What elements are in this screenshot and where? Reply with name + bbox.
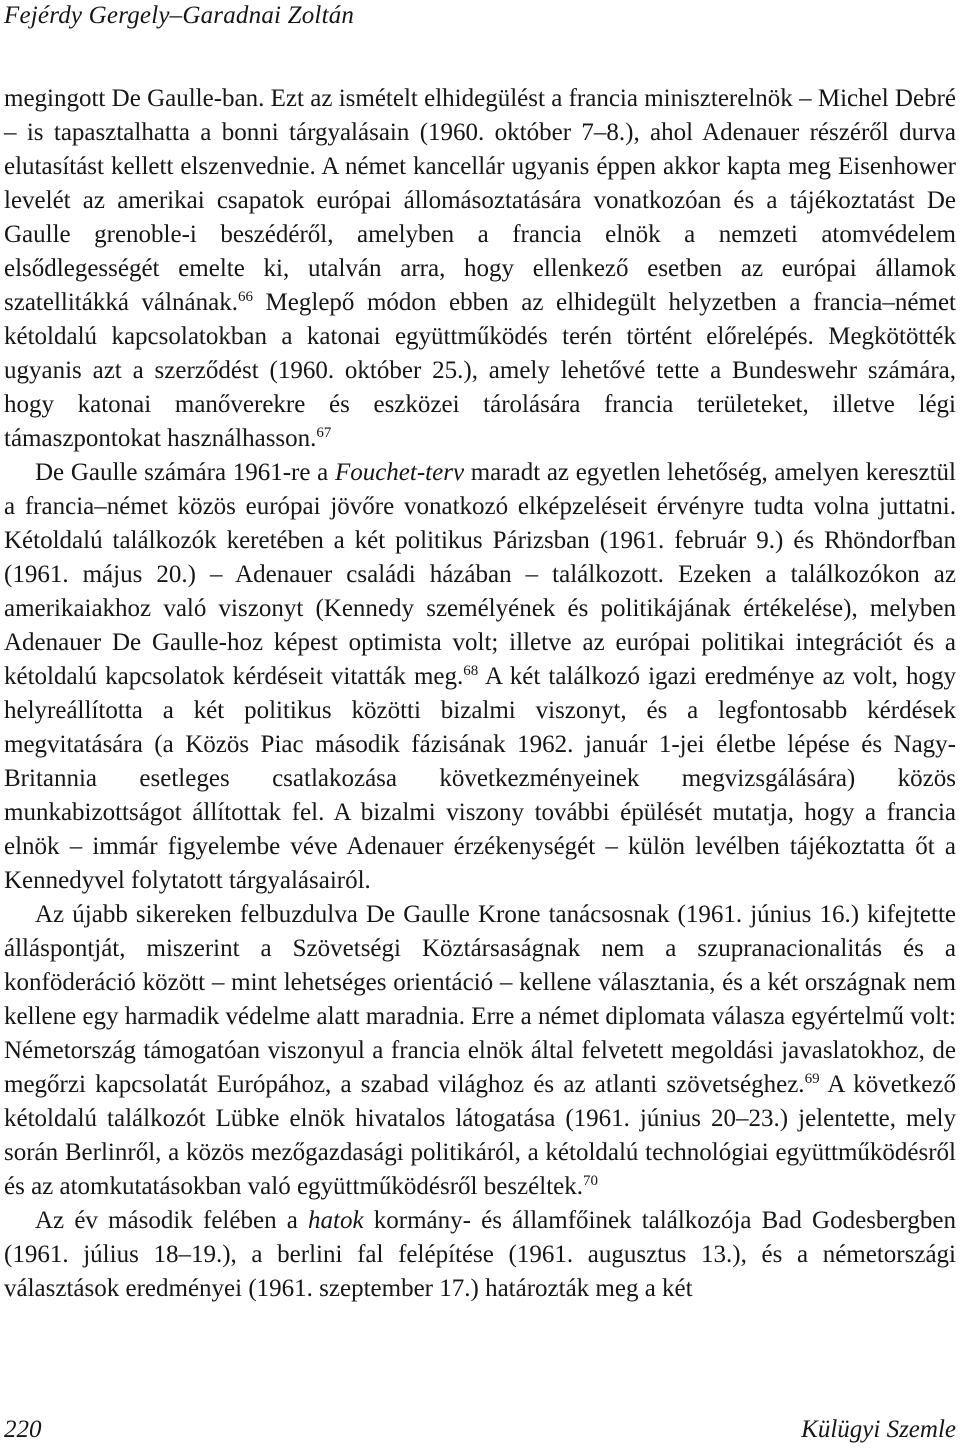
footnote-ref-69[interactable]: 69 [804,1071,820,1087]
paragraph-3 [4,898,956,1204]
footnote-ref-70[interactable]: 70 [583,1173,598,1189]
journal-name: Külügyi Szemle [801,1416,956,1443]
italic-term: hatok [308,1207,364,1234]
running-head: Fejérdy Gergely–Garadnai Zoltán [4,2,355,29]
footnote-ref-66[interactable]: 66 [237,289,253,305]
text-run: Meglepő módon ebben az elhidegült helyzetben a francia–német kétoldalú kapcsolatokban a katonai együttműködés terén történt előrelépés. Megkötötték ugyanis azt a szerződést (1960. október 25.), amely lehetővé tette a Bundeswehr számára, hogy katonai manőverekre és eszközei tárolására francia területeket, illetve légi támaszpontokat használhasson. [4,289,956,452]
footnote-ref-67[interactable]: 67 [316,425,332,441]
paragraph-2 [4,456,956,898]
page-number: 220 [4,1416,42,1443]
text-run: A következő kétoldalú találkozót Lübke elnök hivatalos látogatása (1961. június 20–23.) jelentette, mely során Berlinről, a közös mezőgazdasági politikáról, a kétoldalú technológiai együttműködésről és az atomkutatásokban való együttműködésről beszéltek. [4,1071,956,1200]
text-run: A két találkozó igazi eredménye az volt, hogy helyreállította a két politikus közötti bizalmi viszonyt, és a legfontosabb kérdések megvitatására (a Közös Piac második fázisának 1962. január 1-jei életbe lépése és Nagy-Britannia esetleges csatlakozása következményeinek megvizsgálására) közös munkabizottságot állítottak fel. A bizalmi viszony további épülését mutatja, hogy a francia elnök – immár figyelembe véve Adenauer érzékenységét – külön levélben tájékoztatta őt a Kennedyvel folytatott tárgyalásairól. [4,663,956,894]
paragraph-4 [4,1204,956,1306]
text-run: maradt az egyetlen lehetőség, amelyen keresztül a francia–német közös európai jövőre vonatkozó elképzeléseit érvényre tudta volna juttatni. Kétoldalú találkozók keretében a két politikus Párizsban (1961. február 9.) és Rhöndorfban (1961. május 20.) – Adenauer családi házában – találkozott. Ezeken a találkozókon az amerikaiakhoz való viszonyt (Kennedy személyének és politikájának értékelése), melyben Adenauer De Gaulle-hoz képest optimista volt; illetve az európai politikai integrációt és a kétoldalú kapcsolatok kérdéseit vitatták meg. [4,459,956,690]
text-run: Az év második felében a [35,1207,309,1234]
text-run: Az újabb sikereken felbuzdulva De Gaulle Krone tanácsosnak (1961. június 16.) kifejtette álláspontját, miszerint a Szövetségi Köztársaságnak nem a szupranacionalitás és a konföderáció között – mint lehetséges orientáció – kellene választania, és a két országnak nem kellene egy harmadik védelme alatt maradnia. Erre a német diplomata válasza egyértelmű volt: Németország támogatóan viszonyul a francia elnök által felvetett megoldási javaslatokhoz, de megőrzi kapcsolatát Európához, a szabad világhoz és az atlanti szövetséghez. [4,901,956,1098]
footnote-ref-68[interactable]: 68 [463,663,479,679]
article-body [4,82,956,1306]
text-run: kormány- és államfőinek találkozója Bad Godesbergben (1961. július 18–19.), a berlini fal felépítése (1961. augusztus 13.), és a németországi választások eredményei (1961. szeptember 17.) határozták meg a két [4,1207,956,1302]
paragraph-1 [4,82,956,456]
text-run: De Gaulle számára 1961-re a [35,459,335,486]
italic-term: Fouchet-terv [334,459,465,486]
text-run: megingott De Gaulle-ban. Ezt az ismételt elhidegülést a francia miniszterelnök – Michel Debré – is tapasztalhatta a bonni tárgyalásain (1960. október 7–8.), ahol Adenauer részéről durva elutasítást kellett elszenvednie. A német kancellár ugyanis éppen akkor kapta meg Eisenhower levelét az amerikai csapatok európai állomásoztatására vonatkozóan és a tájékoztatást De Gaulle grenoble-i beszédéről, amelyben a francia elnök a nemzeti atomvédelem elsődlegességét emelte ki, utalván arra, hogy ellenkező esetben az európai államok szatellitákká válnának. [4,85,956,316]
